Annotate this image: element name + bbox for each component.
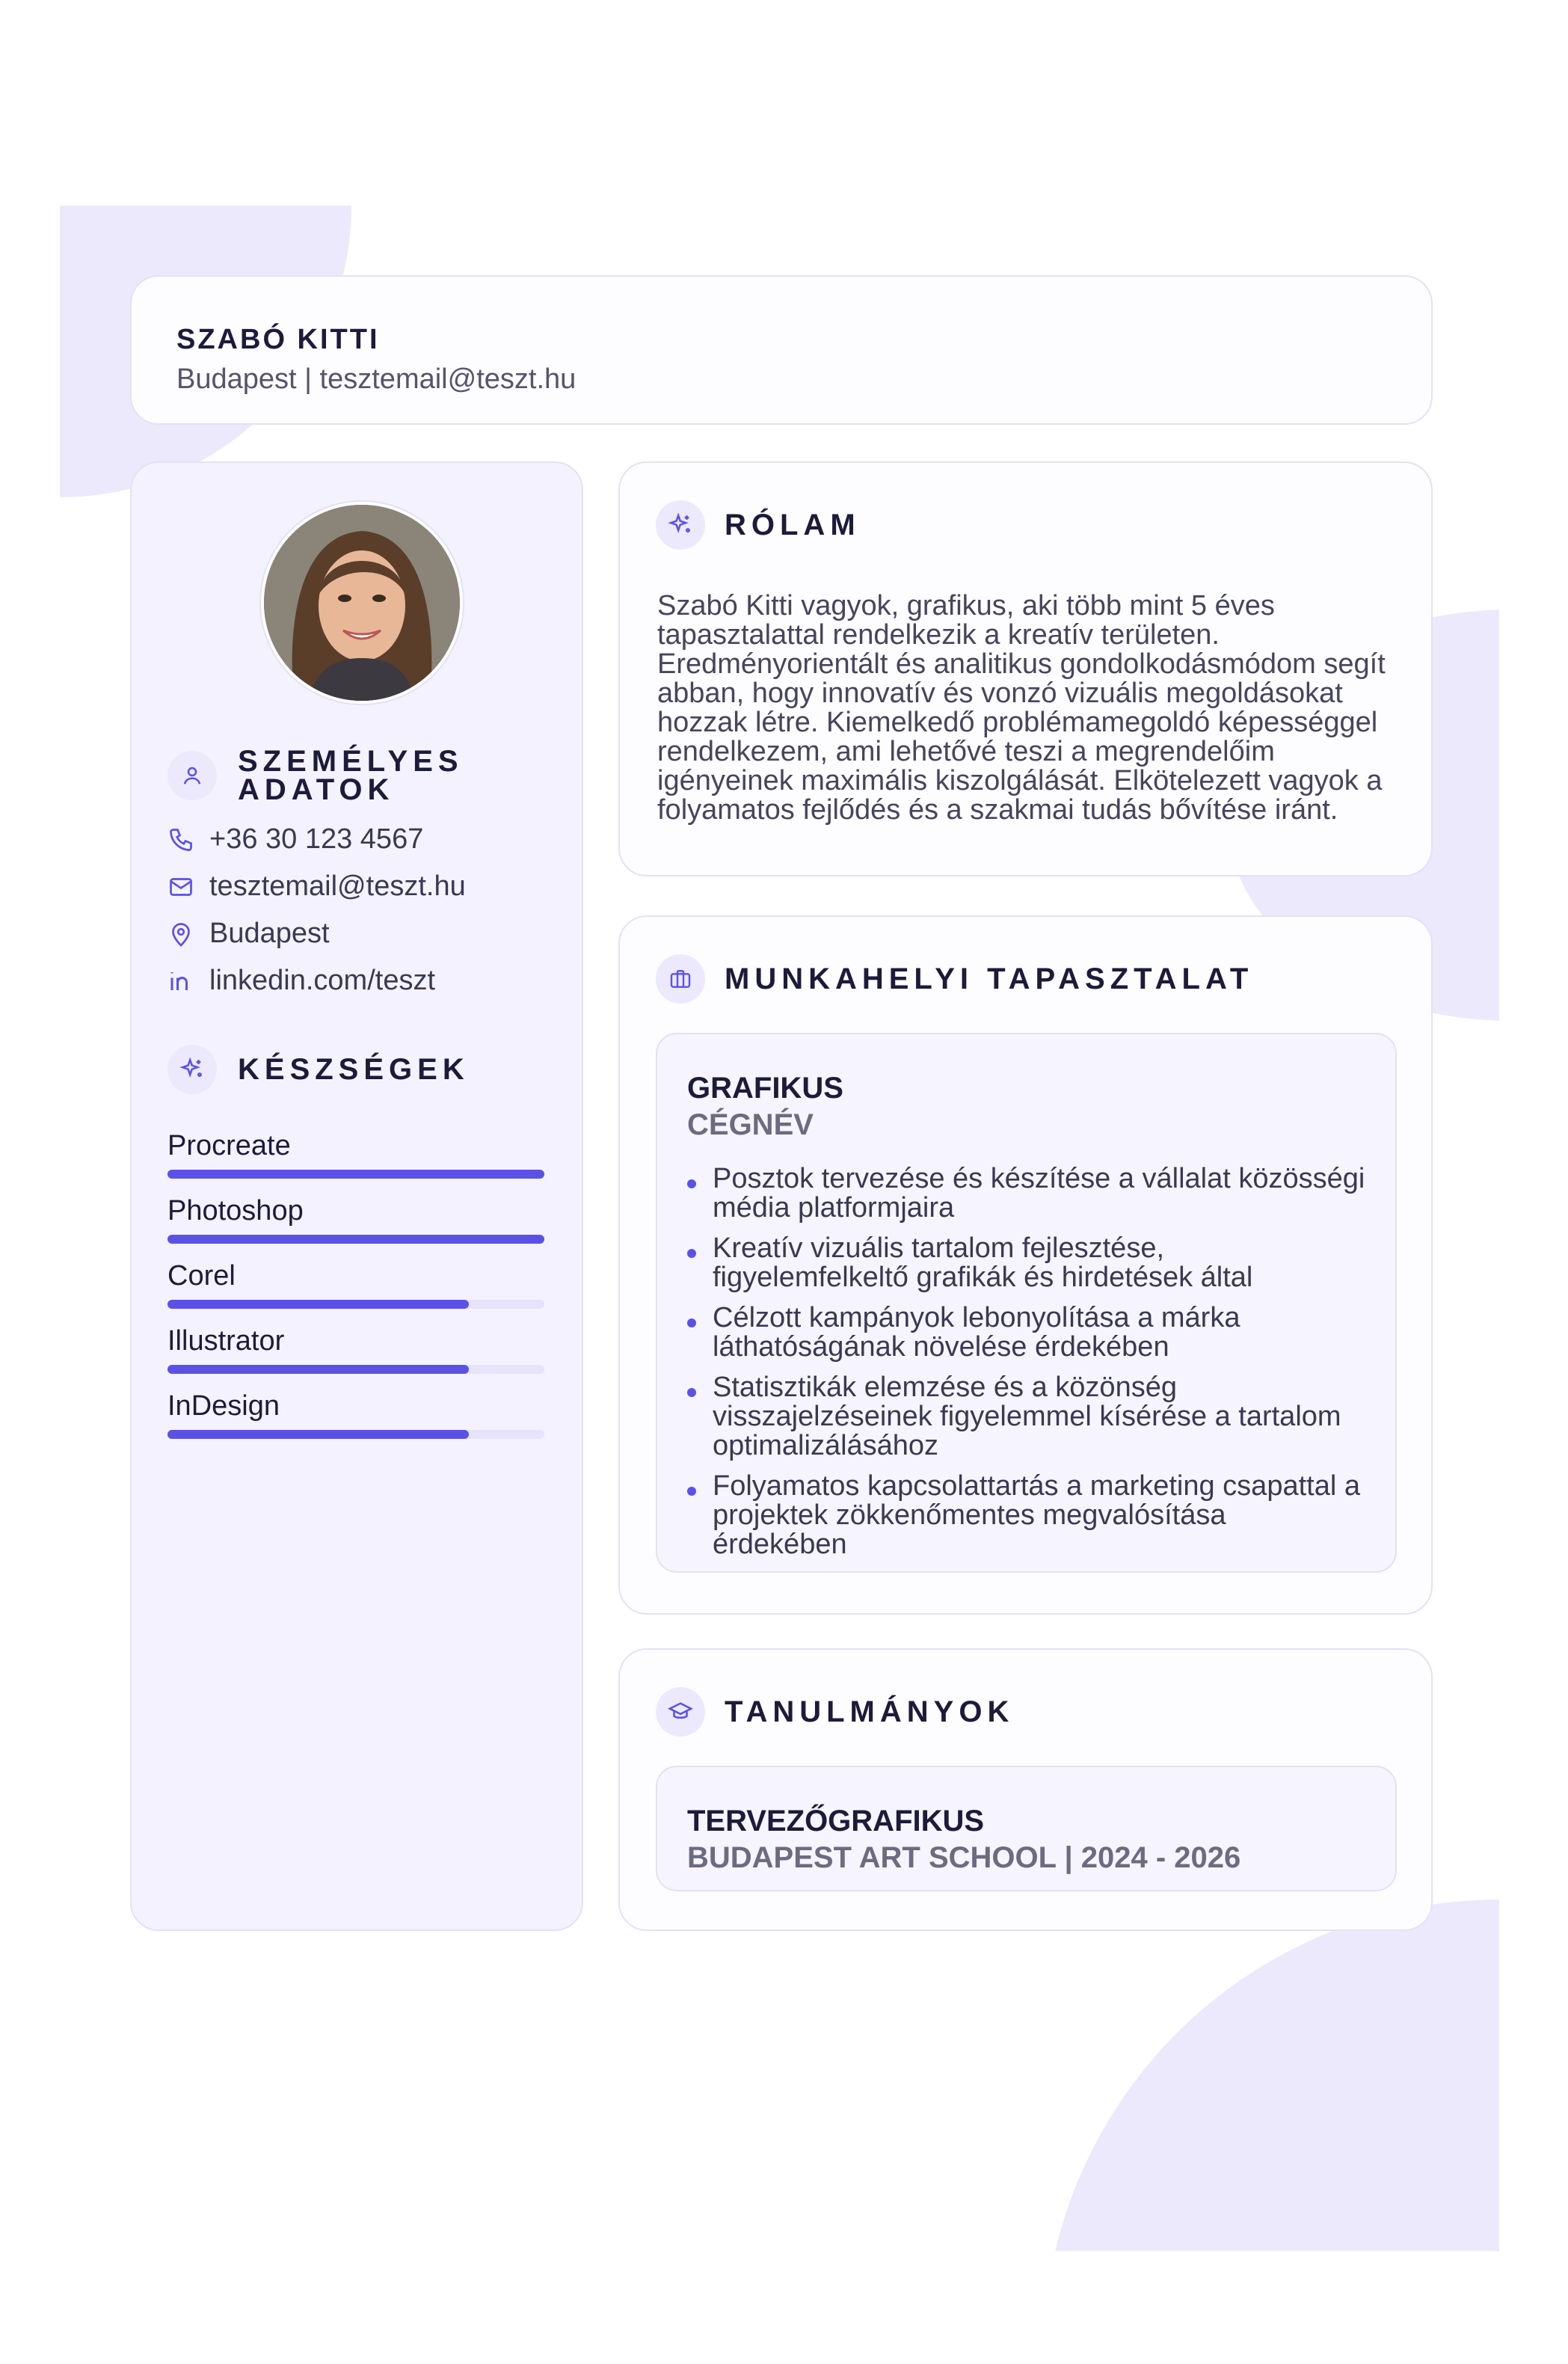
skill-bar bbox=[167, 1300, 544, 1309]
about-text: Szabó Kitti vagyok, grafikus, aki több mint 5 éves tapasztalattal rendelkezik a kreatív területen. Eredményorientált és analitikus gondolkodásmódom segít abban, hogy innovatív és vonzó vizuális megoldásokat hozzak létre. Kiemelkedő problémamegoldó képességgel rendelkezem, ami lehetővé teszi a megrendelőim igényeinek maximális kiszolgálását. Elkötelezett vagyok a folyamatos fejlődés és a szakmai tudás bővítése iránt. bbox=[657, 590, 1386, 826]
skill-name: Corel bbox=[167, 1260, 236, 1292]
list-item: Kreatív vizuális tartalom fejlesztése, figyelemfelkeltő grafikák és hirdetések által bbox=[687, 1234, 1365, 1292]
skill-row bbox=[167, 1130, 544, 1179]
personal-data-title: SZEMÉLYES ADATOK bbox=[238, 745, 464, 806]
skill-bar bbox=[167, 1170, 544, 1179]
person-icon bbox=[167, 751, 217, 800]
phone-text: +36 30 123 4567 bbox=[209, 823, 424, 855]
skill-bar-fill bbox=[167, 1365, 469, 1374]
experience-title: MUNKAHELYI TAPASZTALAT bbox=[725, 963, 1254, 995]
about-title: RÓLAM bbox=[725, 509, 861, 541]
header-card bbox=[130, 275, 1433, 425]
education-title: TANULMÁNYOK bbox=[725, 1695, 1015, 1728]
skill-bar-fill bbox=[167, 1170, 544, 1179]
personal-data-heading bbox=[167, 747, 485, 804]
education-card bbox=[618, 1648, 1433, 1931]
contact-phone bbox=[167, 823, 423, 856]
skills-title: KÉSZSÉGEK bbox=[238, 1053, 470, 1086]
job-bullets bbox=[687, 1164, 1365, 1559]
skill-bar-fill bbox=[167, 1300, 469, 1309]
list-item: Posztok tervezése és készítése a vállalat közösségi média platformjaira bbox=[687, 1164, 1365, 1223]
linkedin-text: linkedin.com/teszt bbox=[209, 965, 436, 996]
skill-name: Illustrator bbox=[167, 1325, 285, 1357]
contact-location bbox=[167, 918, 330, 950]
skill-name: Procreate bbox=[167, 1130, 291, 1161]
skill-bar bbox=[167, 1365, 544, 1374]
list-item: Célzott kampányok lebonyolítása a márka láthatóságának növelése érdekében bbox=[687, 1304, 1365, 1362]
header-subtitle: Budapest | tesztemail@teszt.hu bbox=[176, 363, 577, 395]
skills-heading bbox=[167, 1045, 470, 1094]
sparkle-icon bbox=[656, 500, 705, 550]
location-text: Budapest bbox=[209, 918, 330, 949]
skill-row bbox=[167, 1260, 544, 1309]
experience-card bbox=[618, 915, 1433, 1615]
background-decoration-bottom-right bbox=[1043, 1900, 1499, 2251]
list-item: Statisztikák elemzése és a közönség visszajelzéseinek figyelemmel kísérése a tartalom optimalizálásához bbox=[687, 1373, 1365, 1461]
briefcase-icon bbox=[656, 954, 705, 1004]
person-name: SZABÓ KITTI bbox=[176, 324, 380, 355]
skill-bar-fill bbox=[167, 1430, 469, 1439]
mail-icon bbox=[167, 874, 194, 900]
phone-icon bbox=[167, 826, 194, 853]
profile-photo bbox=[261, 502, 463, 704]
email-text: tesztemail@teszt.hu bbox=[209, 871, 466, 902]
skill-row bbox=[167, 1195, 544, 1244]
job-company: CÉGNÉV bbox=[687, 1108, 814, 1141]
education-heading bbox=[656, 1687, 1014, 1737]
sidebar bbox=[130, 461, 583, 1931]
education-entry bbox=[656, 1766, 1397, 1891]
skill-row bbox=[167, 1325, 544, 1374]
skill-bar bbox=[167, 1235, 544, 1244]
list-item: Folyamatos kapcsolattartás a marketing csapattal a projektek zökkenőmentes megvalósítása érdekében bbox=[687, 1472, 1365, 1559]
contact-linkedin bbox=[167, 965, 435, 997]
education-degree: TERVEZŐGRAFIKUS bbox=[687, 1805, 985, 1838]
skill-bar bbox=[167, 1430, 544, 1439]
contact-email bbox=[167, 871, 466, 903]
job-entry bbox=[656, 1033, 1397, 1573]
linkedin-icon bbox=[167, 968, 194, 995]
skill-row bbox=[167, 1390, 544, 1439]
education-school: BUDAPEST ART SCHOOL | 2024 - 2026 bbox=[687, 1841, 1241, 1874]
skill-name: Photoshop bbox=[167, 1195, 304, 1226]
graduation-cap-icon bbox=[656, 1687, 705, 1737]
skill-name: InDesign bbox=[167, 1390, 280, 1422]
job-position: GRAFIKUS bbox=[687, 1072, 843, 1105]
sparkle-icon bbox=[167, 1045, 217, 1094]
about-heading bbox=[656, 500, 861, 550]
about-card bbox=[618, 461, 1433, 876]
location-pin-icon bbox=[167, 921, 194, 948]
experience-heading bbox=[656, 954, 1253, 1004]
skill-bar-fill bbox=[167, 1235, 544, 1244]
